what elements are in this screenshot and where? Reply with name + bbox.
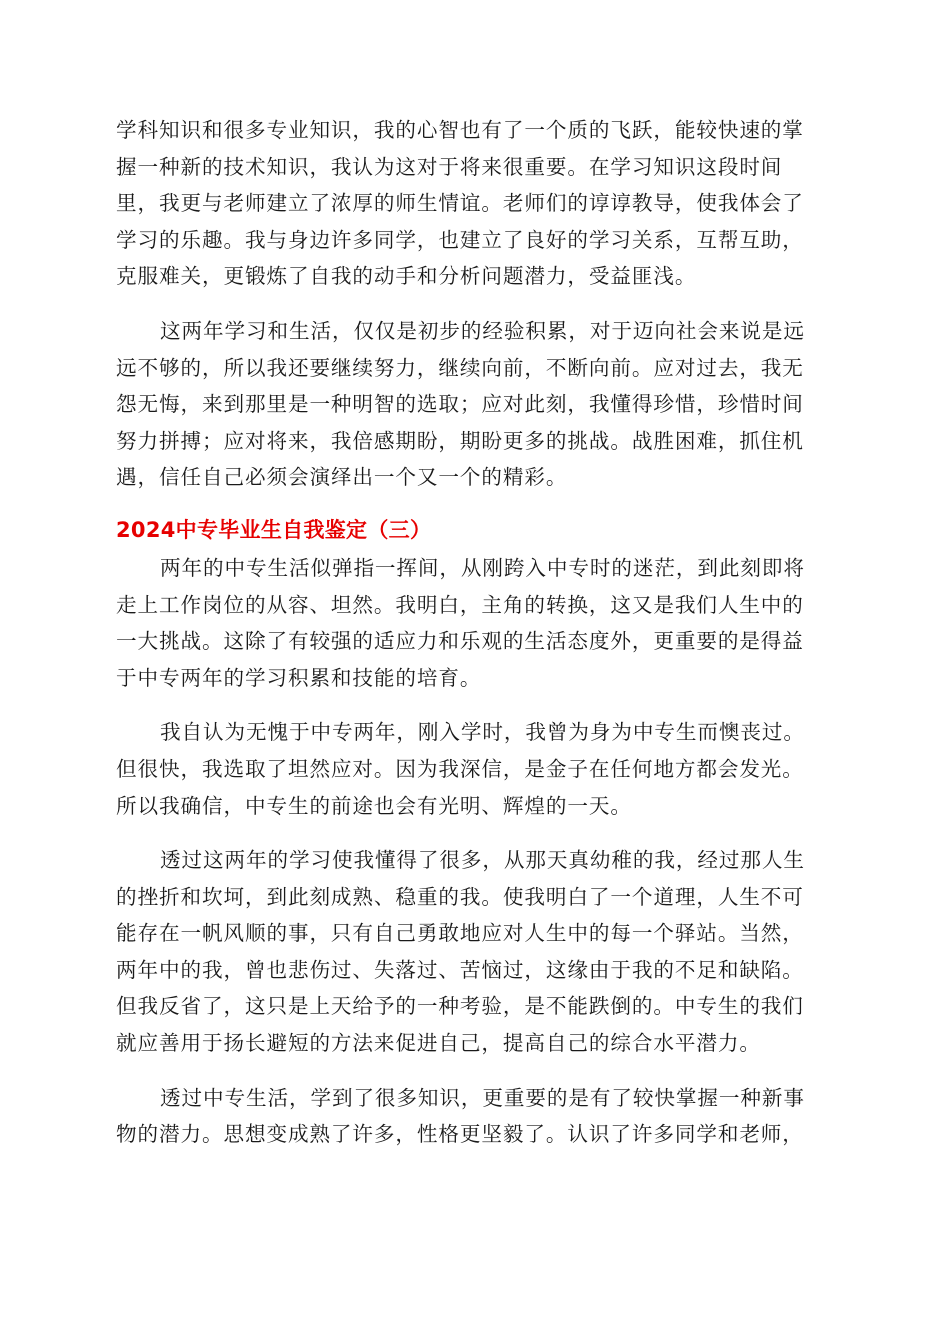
text-line: 能存在一帆风顺的事，只有自己勇敢地应对人生中的每一个驿站。当然， bbox=[116, 921, 804, 946]
text-line: 就应善用于扬长避短的方法来促进自己，提高自己的综合水平潜力。 bbox=[116, 1031, 761, 1056]
text-line: 物的潜力。思想变成熟了许多，性格更坚毅了。认识了许多同学和老师， bbox=[116, 1122, 804, 1147]
text-line: 但很快，我选取了坦然应对。因为我深信，是金子在任何地方都会发光。 bbox=[116, 756, 804, 781]
text-line: 但我反省了，这只是上天给予的一种考验，是不能跌倒的。中专生的我们 bbox=[116, 994, 804, 1019]
text-line: 一大挑战。这除了有较强的适应力和乐观的生活态度外，更重要的是得益 bbox=[116, 629, 804, 654]
paragraph-6 bbox=[116, 1080, 834, 1153]
text-line: 怨无悔，来到那里是一种明智的选取；应对此刻，我懂得珍惜，珍惜时间 bbox=[116, 392, 804, 417]
text-line: 握一种新的技术知识，我认为这对于将来很重要。在学习知识这段时间 bbox=[116, 154, 783, 179]
text-line: 两年中的我，曾也悲伤过、失落过、苦恼过，这缘由于我的不足和缺陷。 bbox=[116, 957, 804, 982]
text-line: 克服难关，更锻炼了自我的动手和分析问题潜力，受益匪浅。 bbox=[116, 264, 697, 289]
section-heading: 2024中专毕业生自我鉴定（三） bbox=[116, 517, 432, 542]
text-line: 学科知识和很多专业知识，我的心智也有了一个质的飞跃，能较快速的掌 bbox=[116, 118, 804, 142]
text-line: 走上工作岗位的从容、坦然。我明白，主角的转换，这又是我们人生中的 bbox=[116, 592, 804, 617]
paragraph-3 bbox=[116, 550, 834, 696]
paragraph-1 bbox=[116, 112, 834, 295]
paragraph-5 bbox=[116, 842, 834, 1062]
text-line: 学习的乐趣。我与身边许多同学，也建立了良好的学习关系，互帮互助， bbox=[116, 227, 804, 252]
text-line: 我自认为无愧于中专两年，刚入学时，我曾为身为中专生而懊丧过。 bbox=[160, 720, 805, 745]
text-line: 遇，信任自己必须会演绎出一个又一个的精彩。 bbox=[116, 465, 568, 490]
text-line: 远不够的，所以我还要继续努力，继续向前，不断向前。应对过去，我无 bbox=[116, 355, 804, 380]
text-line: 努力拼搏；应对将来，我倍感期盼，期盼更多的挑战。战胜困难，抓住机 bbox=[116, 428, 804, 453]
text-line: 于中专两年的学习积累和技能的培育。 bbox=[116, 665, 482, 690]
text-line: 里，我更与老师建立了浓厚的师生情谊。老师们的谆谆教导，使我体会了 bbox=[116, 191, 804, 216]
paragraph-4 bbox=[116, 714, 834, 824]
text-line: 所以我确信，中专生的前途也会有光明、辉煌的一天。 bbox=[116, 793, 632, 818]
text-line: 透过这两年的学习使我懂得了很多，从那天真幼稚的我，经过那人生 bbox=[160, 848, 805, 873]
text-line: 透过中专生活，学到了很多知识，更重要的是有了较快掌握一种新事 bbox=[160, 1085, 805, 1110]
text-line: 这两年学习和生活，仅仅是初步的经验积累，对于迈向社会来说是远 bbox=[160, 318, 805, 343]
text-line: 两年的中专生活似弹指一挥间，从刚跨入中专时的迷茫，到此刻即将 bbox=[160, 555, 805, 580]
text-line: 的挫折和坎坷，到此刻成熟、稳重的我。使我明白了一个道理，人生不可 bbox=[116, 884, 804, 909]
paragraph-2 bbox=[116, 313, 834, 496]
document-page bbox=[116, 112, 834, 1153]
